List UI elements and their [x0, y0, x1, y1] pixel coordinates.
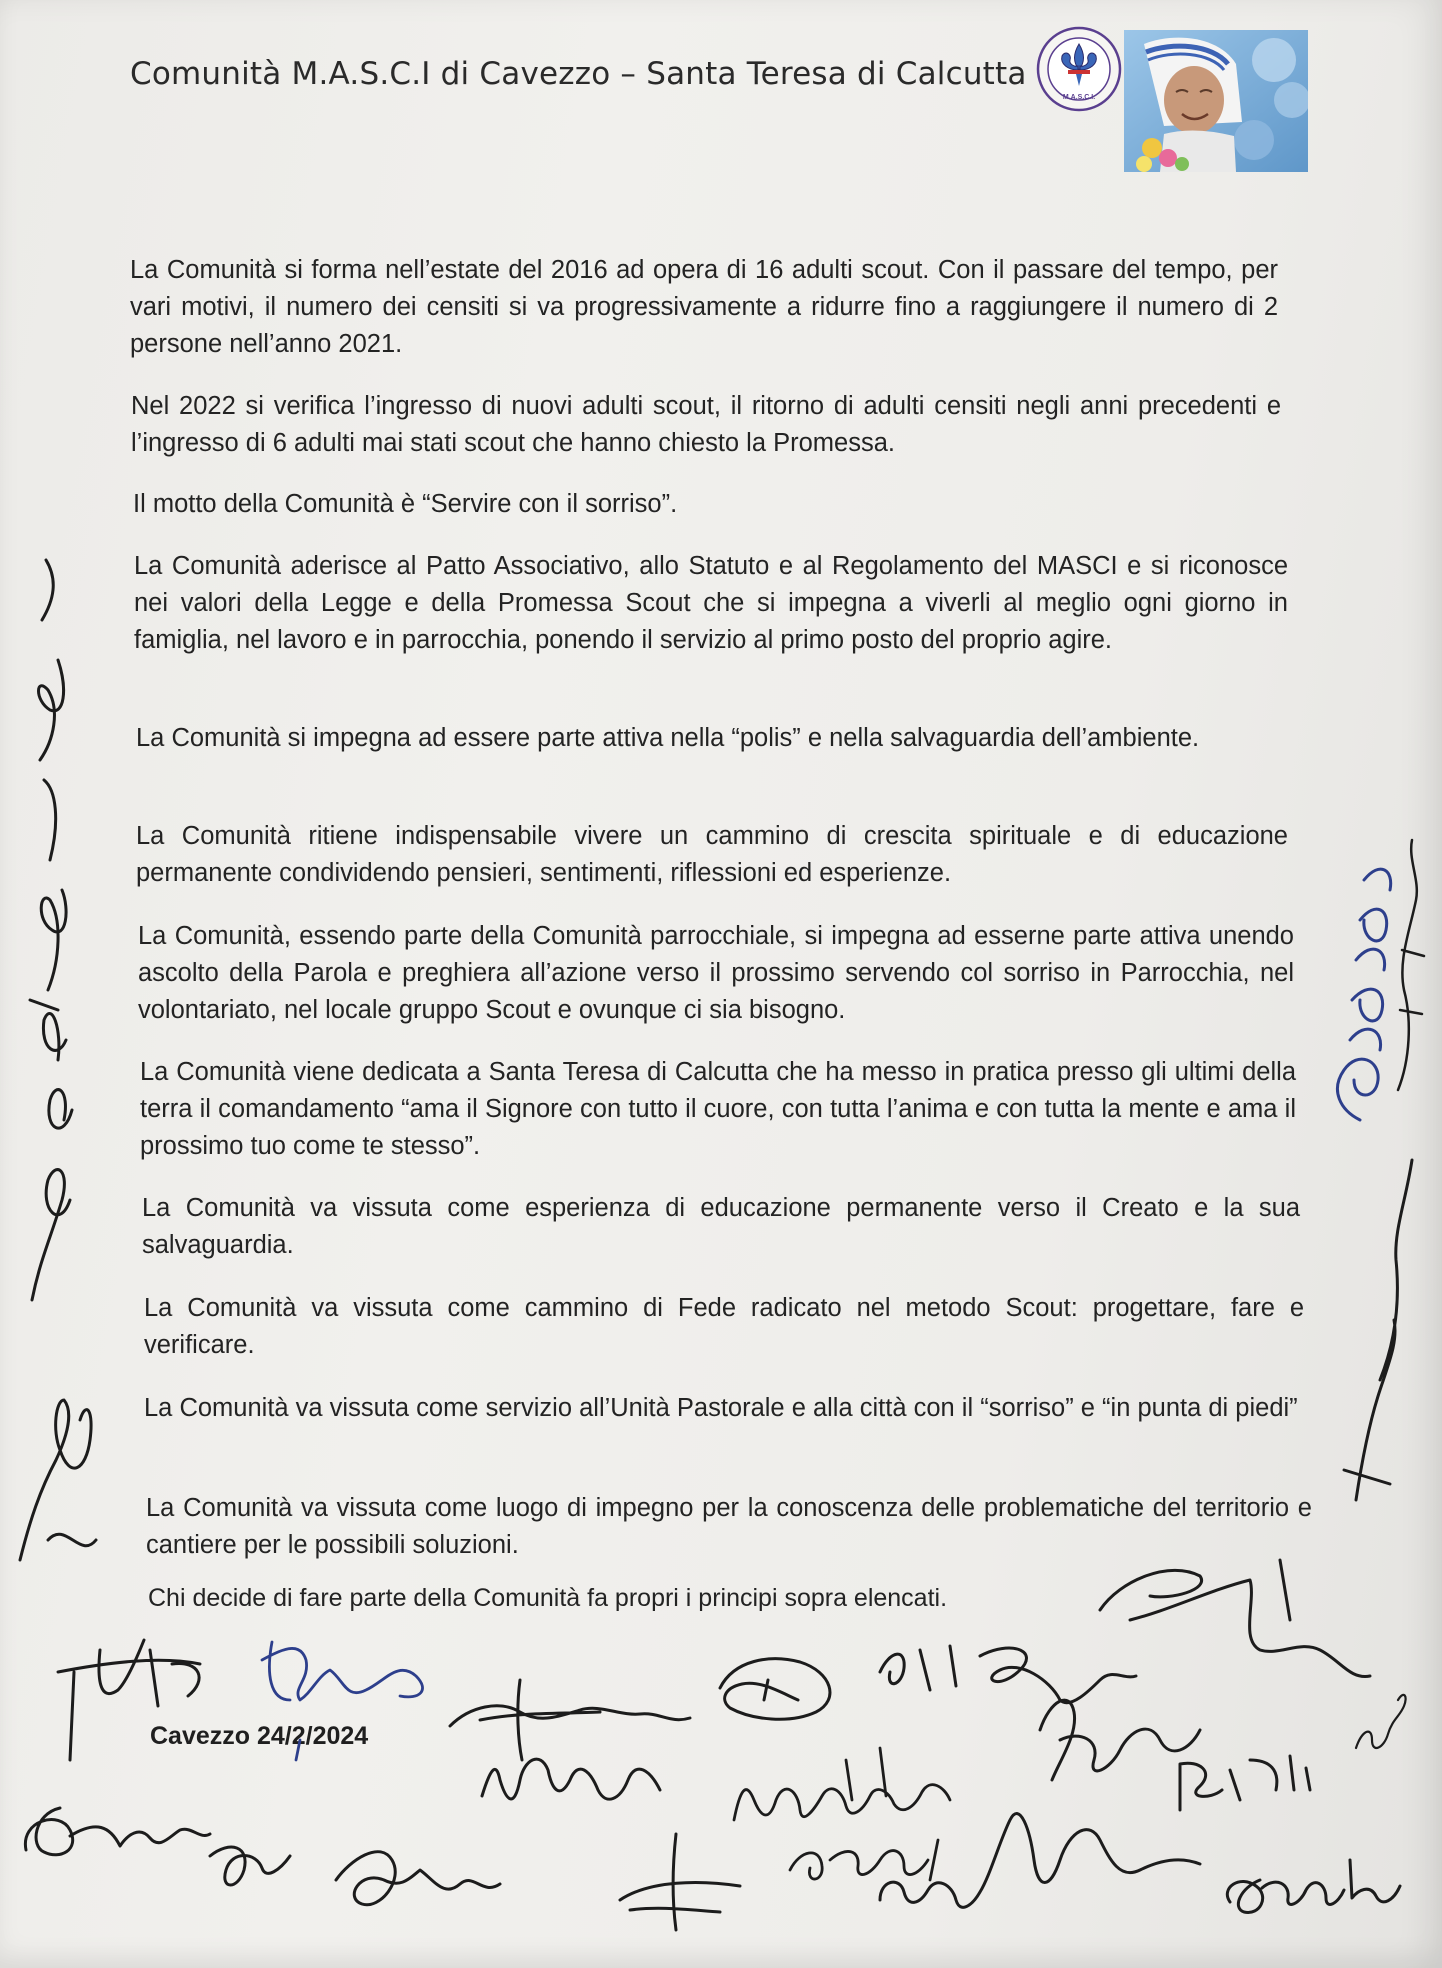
masci-logo — [1036, 26, 1122, 112]
signature-right-lanzoni — [1398, 840, 1424, 1090]
signature-bottom-daniele — [1227, 1860, 1400, 1913]
mother-teresa-photo — [1124, 30, 1308, 172]
signature-right-claudia — [1337, 869, 1390, 1120]
paragraph-10: La Comunità va vissuta come cammino di Fede radicato nel metodo Scout: progettare, fare e verificare. — [144, 1294, 1304, 1359]
paragraph-4: La Comunità aderisce al Patto Associativo, allo Statuto e al Regolamento del MASCI e si riconosce nei valori della Legge e della Promessa Scout che si impegna a viverli al meglio ogni giorno in famiglia, nel lavoro e in parrocchia, ponendo il servizio al primo posto del proprio agire. — [134, 552, 1288, 654]
paragraph-1: La Comunità si forma nell’estate del 2016 ad opera di 16 adulti scout. Con il passare del tempo, per vari motivi, il numero dei censiti si va progressivamente a ridurre fino a raggiungere il numero di 2 persone nell’anno 2021. — [130, 256, 1278, 358]
signature-bottom-4 — [482, 1759, 660, 1799]
signature-bottom-sara — [336, 1852, 500, 1905]
signature-bottom-9 — [880, 1814, 1200, 1908]
signature-bottom-3 — [450, 1680, 690, 1760]
signature-right-cross — [1344, 1160, 1412, 1500]
signature-bottom-2 — [210, 1847, 290, 1885]
signature-bottom-sara-left — [25, 1808, 210, 1855]
paragraph-7: La Comunità, essendo parte della Comunità parrocchiale, si impegna ad esserne parte attiva unendo ascolto della Parola e preghiera all’azione verso il prossimo servendo col sorriso in Parrocchia, nel volontariato, nel locale gruppo Scout e ovunque ci sia bisogno. — [138, 922, 1294, 1024]
paragraph-2: Nel 2022 si verifica l’ingresso di nuovi adulti scout, il ritorno di adulti censiti negli anni precedenti e l’ingresso di 6 adulti mai stati scout che hanno chiesto la Promessa. — [131, 392, 1281, 457]
signature-bottom-10 — [1040, 1700, 1200, 1780]
paragraph-12: La Comunità va vissuta come luogo di impegno per la conoscenza delle problematiche del territorio e cantiere per le possibili soluzioni. — [146, 1494, 1312, 1559]
paragraph-6: La Comunità ritiene indispensabile vivere un cammino di crescita spirituale e di educazione permanente condividendo pensieri, sentimenti, riflessioni ed esperienze. — [136, 822, 1288, 887]
signature-bottom-12 — [1356, 1695, 1406, 1748]
signature-bottom-5 — [720, 1659, 830, 1720]
paragraph-5: La Comunità si impegna ad essere parte attiva nella “polis” e nella salvaguardia dell’ambiente. — [136, 724, 1200, 752]
signature-bottom-6 — [880, 1646, 1136, 1703]
signature-bottom-11 — [1180, 1756, 1310, 1810]
signature-left-vertical-1 — [30, 560, 72, 1300]
signoff-sentence: Chi decide di fare parte della Comunità fa propri i principi sopra elencati. — [148, 1584, 948, 1612]
signing-date: Cavezzo 24/2/2024 — [150, 1722, 369, 1750]
paragraph-11: La Comunità va vissuta come servizio all’Unità Pastorale e alla città con il “sorriso” e “in punta di piedi” — [144, 1394, 1298, 1422]
paragraph-8: La Comunità viene dedicata a Santa Teresa di Calcutta che ha messo in pratica presso gli ultimi della terra il comandamento “ama il Signore con tutto il cuore, con tutta l’anima e con tutta la mente e ama il prossimo tuo come te stesso”. — [140, 1058, 1296, 1160]
paragraph-9: La Comunità va vissuta come esperienza di educazione permanente verso il Creato e la sua salvaguardia. — [142, 1194, 1300, 1259]
signature-bottom-7 — [1100, 1560, 1370, 1677]
paragraph-3: Il motto della Comunità è “Servire con il sorriso”. — [133, 490, 678, 518]
signature-bottom-rotone — [790, 1840, 938, 1880]
signature-bottom-8 — [734, 1748, 950, 1820]
signature-bottom-cross — [620, 1834, 740, 1930]
document-title: Comunità M.A.S.C.I di Cavezzo – Santa Teresa di Calcutta — [130, 56, 1027, 92]
logo-text: M.A.S.C.I. — [1062, 94, 1096, 101]
signature-left-vertical-2 — [20, 1400, 96, 1560]
